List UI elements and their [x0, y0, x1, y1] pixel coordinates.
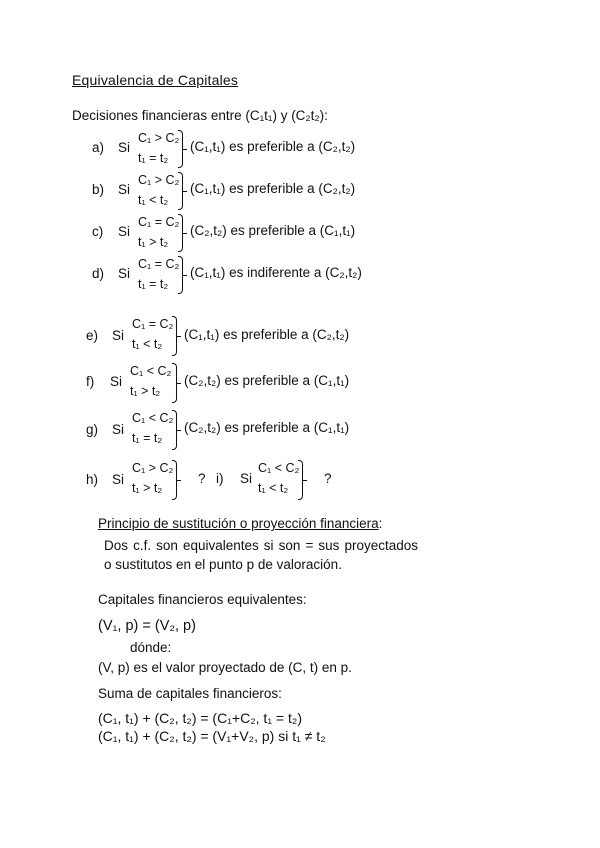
condition-capital: C₁ < C₂ — [132, 411, 174, 425]
conditions — [132, 458, 173, 498]
condition-time: t₁ = t₂ — [132, 431, 163, 445]
si-text: Si — [118, 266, 131, 281]
case-label: d) — [92, 266, 105, 281]
case-label: a) — [92, 140, 105, 155]
conditions — [138, 128, 179, 168]
si-text: Si — [112, 472, 125, 487]
condition-time: t₁ > t₂ — [138, 235, 169, 249]
condition-capital: C₁ = C₂ — [138, 215, 180, 229]
brace — [172, 410, 177, 450]
si-text: Si — [118, 140, 131, 155]
equivalentes-desc: (V, p) es el valor proyectado de (C, t) en p. — [98, 660, 352, 675]
brace — [172, 316, 177, 356]
case-result: (C₁,t₁) es indiferente a (C₂,t₂) — [190, 265, 362, 280]
case-f — [0, 361, 600, 407]
condition-time: t₁ > t₂ — [130, 384, 161, 398]
case-result: (C₂,t₂) es preferible a (C₁,t₁) — [184, 373, 350, 388]
conditions — [138, 254, 179, 294]
condition-time: t₁ = t₂ — [138, 151, 169, 165]
condition-capital: C₁ > C₂ — [138, 173, 180, 187]
case-result: ? — [324, 471, 332, 486]
si-text: Si — [118, 182, 131, 197]
case-e — [0, 314, 600, 360]
principio-colon: : — [378, 516, 383, 531]
si-text: Si — [112, 328, 125, 343]
condition-time: t₁ = t₂ — [138, 277, 169, 291]
si-text: Si — [112, 422, 125, 437]
case-result: (C₂,t₂) es preferible a (C₁,t₁) — [190, 223, 356, 238]
case-h-i — [0, 458, 600, 504]
conditions — [138, 212, 179, 252]
brace — [178, 130, 183, 168]
si-text: Si — [240, 471, 253, 486]
donde-text: dónde: — [130, 640, 172, 655]
principio-heading — [98, 516, 382, 531]
case-label: h) — [86, 472, 99, 487]
equivalentes-formula: (V₁, p) = (V₂, p) — [98, 618, 196, 634]
condition-capital: C₁ > C₂ — [138, 131, 180, 145]
condition-time: t₁ < t₂ — [138, 193, 169, 207]
intro-text: Decisiones financieras entre (C₁t₁) y (C₂t₂): — [72, 108, 328, 123]
case-result: (C₂,t₂) es preferible a (C₁,t₁) — [184, 420, 350, 435]
conditions — [130, 361, 171, 401]
case-result: (C₁,t₁) es preferible a (C₂,t₂) — [190, 181, 356, 196]
equivalentes-heading: Capitales financieros equivalentes: — [98, 592, 307, 607]
case-b — [0, 170, 600, 216]
principio-heading-text: Principio de sustitución o proyección financiera — [98, 516, 379, 531]
case-g — [0, 408, 600, 454]
case-label: e) — [86, 328, 99, 343]
page-title: Equivalencia de Capitales — [72, 72, 239, 88]
principio-body: Dos c.f. son equivalentes si son = sus proyectados o sustitutos en el punto p de valoración. — [104, 538, 418, 572]
brace — [172, 363, 177, 403]
suma-formula-1: (C₁, t₁) + (C₂, t₂) = (C₁+C₂, t₁ = t₂) — [98, 710, 302, 726]
condition-capital: C₁ = C₂ — [138, 257, 180, 271]
case-label: f) — [86, 374, 95, 389]
suma-formula-2: (C₁, t₁) + (C₂, t₂) = (V₁+V₂, p) si t₁ ≠ t₂ — [98, 728, 326, 744]
case-result: ? — [198, 471, 206, 486]
condition-capital: C₁ < C₂ — [130, 364, 172, 378]
brace — [178, 256, 183, 294]
case-result: (C₁,t₁) es preferible a (C₂,t₂) — [190, 139, 356, 154]
condition-capital: C₁ < C₂ — [258, 461, 300, 475]
condition-capital: C₁ = C₂ — [132, 317, 174, 331]
brace — [178, 172, 183, 210]
brace — [178, 214, 183, 252]
case-a — [0, 128, 600, 174]
condition-capital: C₁ > C₂ — [132, 461, 174, 475]
condition-time: t₁ < t₂ — [132, 337, 163, 351]
case-d — [0, 254, 600, 300]
conditions — [132, 408, 173, 448]
case-label: g) — [86, 422, 99, 437]
brace — [298, 460, 303, 500]
brace — [172, 460, 177, 500]
conditions — [258, 458, 299, 498]
case-result: (C₁,t₁) es preferible a (C₂,t₂) — [184, 327, 350, 342]
si-text: Si — [118, 224, 131, 239]
condition-time: t₁ > t₂ — [132, 481, 163, 495]
case-c — [0, 212, 600, 258]
condition-time: t₁ < t₂ — [258, 481, 289, 495]
conditions — [138, 170, 179, 210]
conditions — [132, 314, 173, 354]
suma-heading: Suma de capitales financieros: — [98, 686, 282, 701]
case-label: i) — [216, 471, 224, 486]
si-text: Si — [110, 374, 123, 389]
case-label: c) — [92, 224, 104, 239]
case-label: b) — [92, 182, 105, 197]
